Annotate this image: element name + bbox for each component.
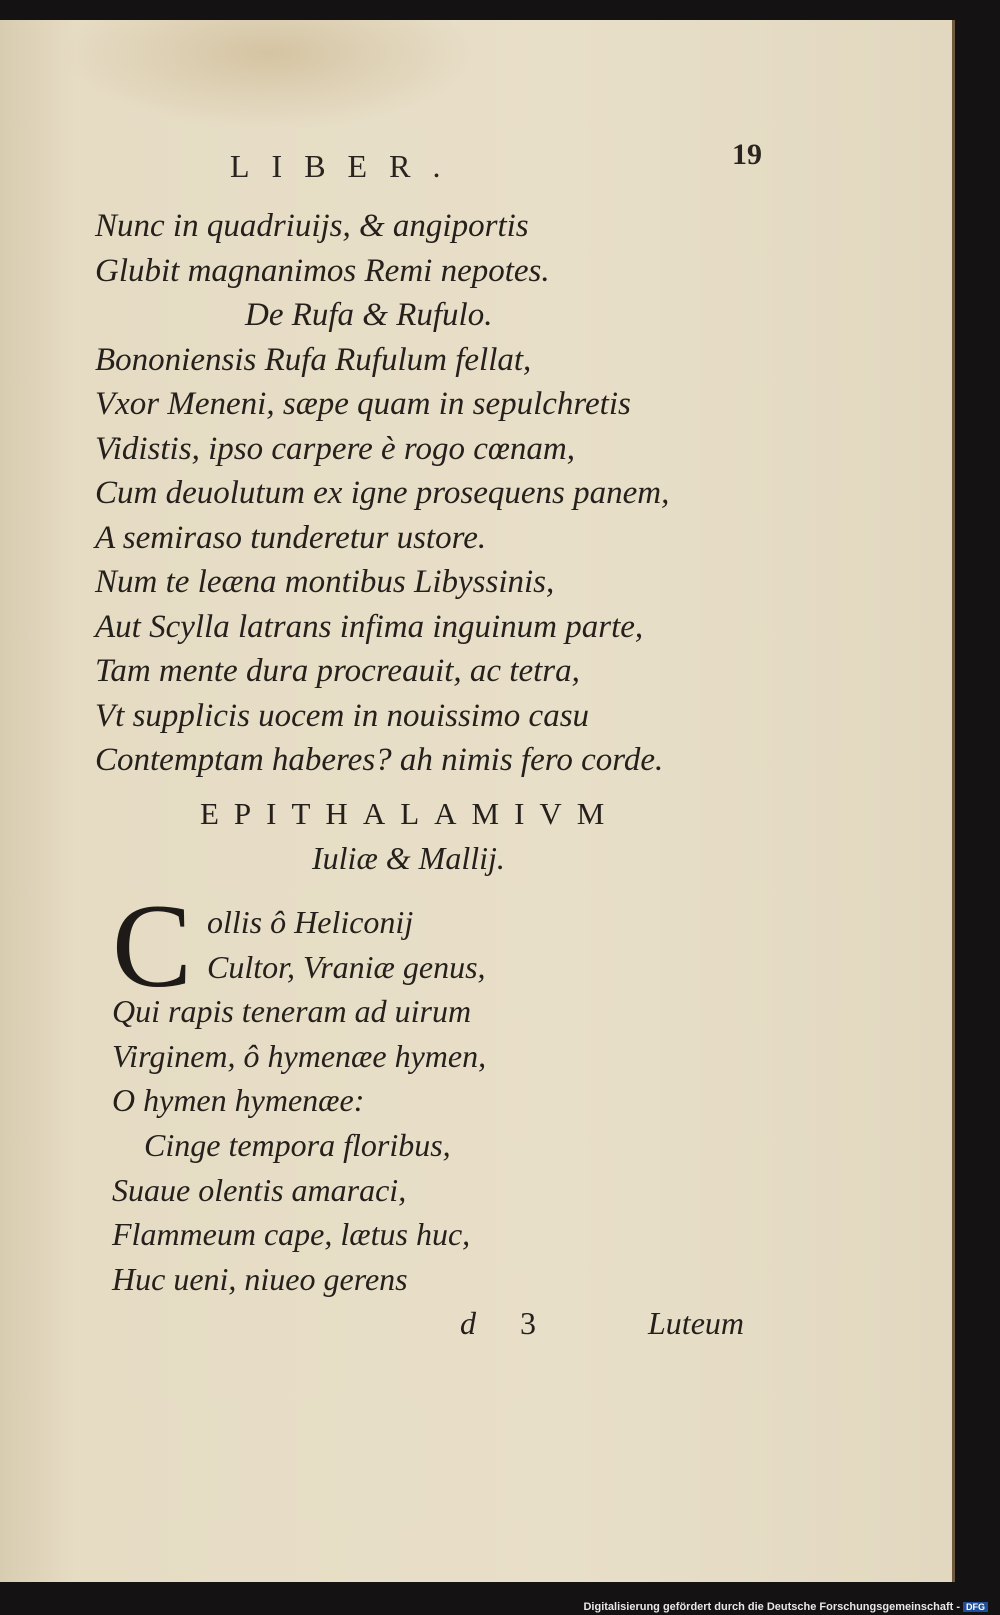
running-head: LIBER. bbox=[230, 148, 463, 184]
verse-line: Vidistis, ipso carpere è rogo cœnam, bbox=[95, 430, 575, 467]
epithalamium-title: EPITHALAMIVM bbox=[200, 796, 620, 831]
verse-line: Suaue olentis amaraci, bbox=[112, 1171, 407, 1208]
credit-text: Digitalisierung gefördert durch die Deutsche Forschungsgemeinschaft - bbox=[583, 1601, 960, 1613]
epithalamium-subtitle: Iuliæ & Mallij. bbox=[312, 840, 505, 876]
verse-line: Glubit magnanimos Remi nepotes. bbox=[95, 252, 550, 289]
verse-line: Vxor Meneni, sæpe quam in sepulchretis bbox=[95, 386, 631, 422]
verse-line: Cinge tempora floribus, bbox=[144, 1126, 451, 1163]
verse-line: Nunc in quadriuijs, & angiportis bbox=[95, 208, 529, 244]
verse-line: Vt supplicis uocem in nouissimo casu bbox=[95, 697, 590, 734]
verse-line: Huc ueni, niueo gerens bbox=[112, 1260, 408, 1297]
verse-line: Aut Scylla latrans infima inguinum parte, bbox=[95, 608, 644, 645]
page-stain bbox=[60, 20, 480, 130]
folio-number: 19 bbox=[732, 138, 762, 171]
digitization-credit bbox=[583, 1601, 988, 1613]
verse-line: Tam mente dura procreauit, ac tetra, bbox=[95, 653, 580, 689]
dfg-logo: DFG bbox=[963, 1602, 988, 1612]
verse-block bbox=[95, 204, 669, 783]
verse-line: Cum deuolutum ex igne prosequens panem, bbox=[95, 475, 670, 511]
verse-line: O hymen hymenæe: bbox=[112, 1082, 365, 1119]
verse-line: Virginem, ô hymenæe hymen, bbox=[112, 1037, 487, 1074]
verse-line: Cultor, Vraniæ genus, bbox=[207, 948, 486, 985]
epithalamium-verse bbox=[112, 900, 486, 1301]
verse-line: Flammeum cape, lætus huc, bbox=[112, 1216, 471, 1253]
verse-line: ollis ô Heliconij bbox=[207, 904, 414, 940]
verse-line: Num te leæna montibus Libyssinis, bbox=[95, 564, 555, 600]
book-page bbox=[0, 20, 955, 1582]
verse-line: Bononiensis Rufa Rufulum fellat, bbox=[95, 341, 532, 378]
signature-number: 3 bbox=[520, 1305, 536, 1341]
catchword: Luteum bbox=[648, 1305, 744, 1341]
verse-line: A semiraso tunderetur ustore. bbox=[95, 519, 487, 556]
drop-cap: C bbox=[112, 879, 193, 1012]
verse-line: Contemptam haberes? ah nimis fero corde. bbox=[95, 742, 664, 778]
verse-line: Qui rapis teneram ad uirum bbox=[112, 993, 472, 1030]
signature-mark: d bbox=[460, 1305, 476, 1341]
poem-heading: De Rufa & Rufulo. bbox=[245, 297, 493, 333]
